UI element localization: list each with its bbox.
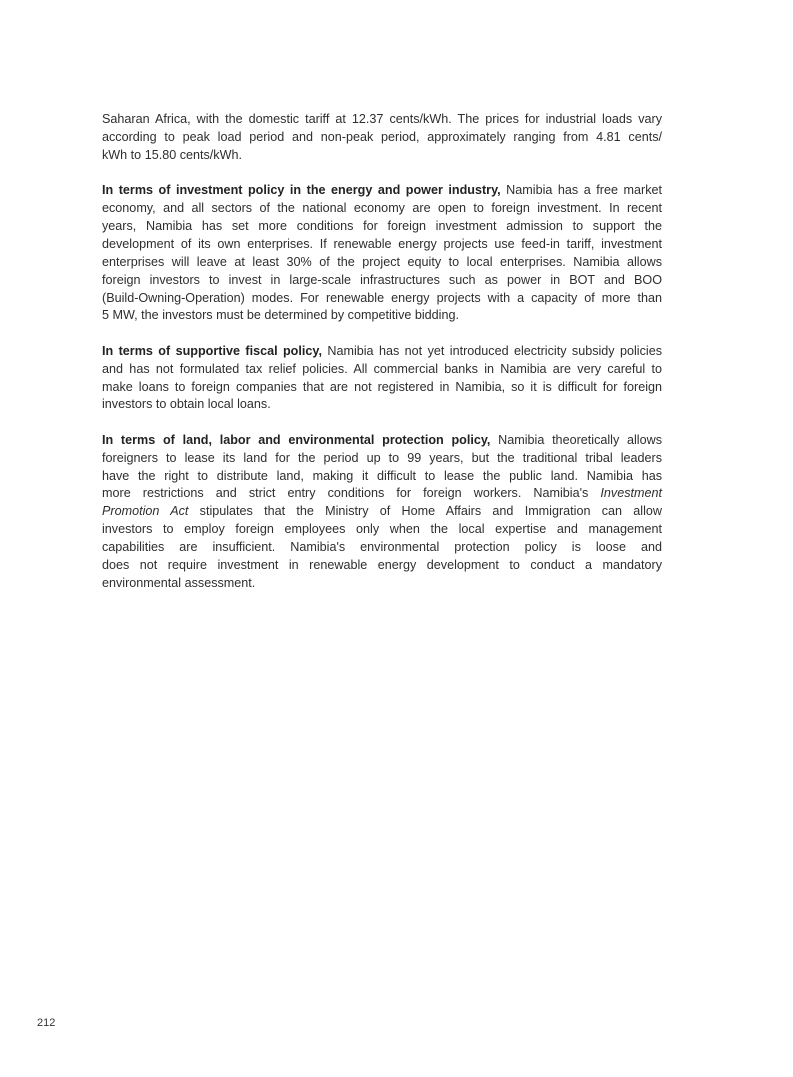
text-segment: (Build-Owning-Operation) modes. For renewable energy projects with a capacity of more than <box>102 290 662 305</box>
text-segment: Namibia has a free market <box>500 183 662 198</box>
text-line <box>102 432 662 450</box>
text-line <box>102 485 662 503</box>
text-line <box>102 361 662 379</box>
text-segment: economy, and all sectors of the national economy are open to foreign investment. In recent <box>102 201 662 216</box>
text-line <box>102 254 662 272</box>
text-line <box>102 396 662 414</box>
text-line <box>102 182 662 200</box>
text-line <box>102 236 662 254</box>
text-line <box>102 307 662 325</box>
text-line <box>102 129 662 147</box>
text-line <box>102 218 662 236</box>
text-segment: make loans to foreign companies that are not registered in Namibia, so it is difficult for foreign <box>102 379 662 394</box>
text-segment: 5 MW, the investors must be determined by competitive bidding. <box>102 308 459 323</box>
text-segment: kWh to 15.80 cents/kWh. <box>102 147 242 162</box>
paragraph <box>102 111 662 165</box>
text-line <box>102 343 662 361</box>
bold-lead-in: In terms of investment policy in the energy and power industry, <box>102 183 501 198</box>
text-segment: development of its own enterprises. If renewable energy projects use feed-in tariff, investment <box>102 236 662 251</box>
text-line <box>102 557 662 575</box>
text-segment: enterprises will leave at least 30% of the project equity to local enterprises. Namibia allows <box>102 254 662 269</box>
text-segment: and has not formulated tax relief policies. All commercial banks in Namibia are very careful to <box>102 361 662 376</box>
text-line <box>102 521 662 539</box>
text-segment: Namibia theoretically allows <box>490 432 662 447</box>
text-line <box>102 503 662 521</box>
text-line <box>102 290 662 308</box>
text-segment: foreign investors to invest in large-scale infrastructures such as power in BOT and BOO <box>102 272 662 287</box>
text-line <box>102 575 662 593</box>
italic-title: Promotion Act <box>102 504 189 519</box>
text-line <box>102 111 662 129</box>
text-line <box>102 468 662 486</box>
text-line <box>102 379 662 397</box>
text-segment: environmental assessment. <box>102 576 256 591</box>
bold-lead-in: In terms of supportive fiscal policy, <box>102 343 322 358</box>
text-line <box>102 147 662 165</box>
italic-title: Investment <box>600 486 662 501</box>
text-segment: does not require investment in renewable energy development to conduct a mandatory <box>102 558 662 573</box>
text-segment: have the right to distribute land, making it difficult to lease the public land. Namibia has <box>102 468 662 483</box>
text-line <box>102 539 662 557</box>
text-segment: more restrictions and strict entry conditions for foreign workers. Namibia's <box>102 486 601 501</box>
body-text <box>102 111 662 610</box>
paragraph <box>102 182 662 325</box>
text-segment: investors to employ foreign employees only when the local expertise and management <box>102 522 662 537</box>
text-segment: stipulates that the Ministry of Home Affairs and Immigration can allow <box>188 504 663 519</box>
text-segment: capabilities are insufficient. Namibia's environmental protection policy is loose and <box>102 540 662 555</box>
text-line <box>102 450 662 468</box>
page-number: 212 <box>37 1017 56 1029</box>
bold-lead-in: In terms of land, labor and environmental protection policy, <box>102 432 491 447</box>
text-segment: Saharan Africa, with the domestic tariff at 12.37 cents/kWh. The prices for industrial loads vary <box>102 112 662 126</box>
text-segment: Namibia has not yet introduced electricity subsidy policies <box>321 343 662 358</box>
text-segment: years, Namibia has set more conditions for foreign investment admission to support the <box>102 218 662 233</box>
paragraph <box>102 343 662 415</box>
text-line <box>102 200 662 218</box>
text-line <box>102 272 662 290</box>
paragraph <box>102 432 662 593</box>
text-segment: according to peak load period and non-peak period, approximately ranging from 4.81 cents/ <box>102 129 662 144</box>
text-segment: foreigners to lease its land for the period up to 99 years, but the traditional tribal leaders <box>102 450 662 465</box>
text-segment: investors to obtain local loans. <box>102 397 271 412</box>
